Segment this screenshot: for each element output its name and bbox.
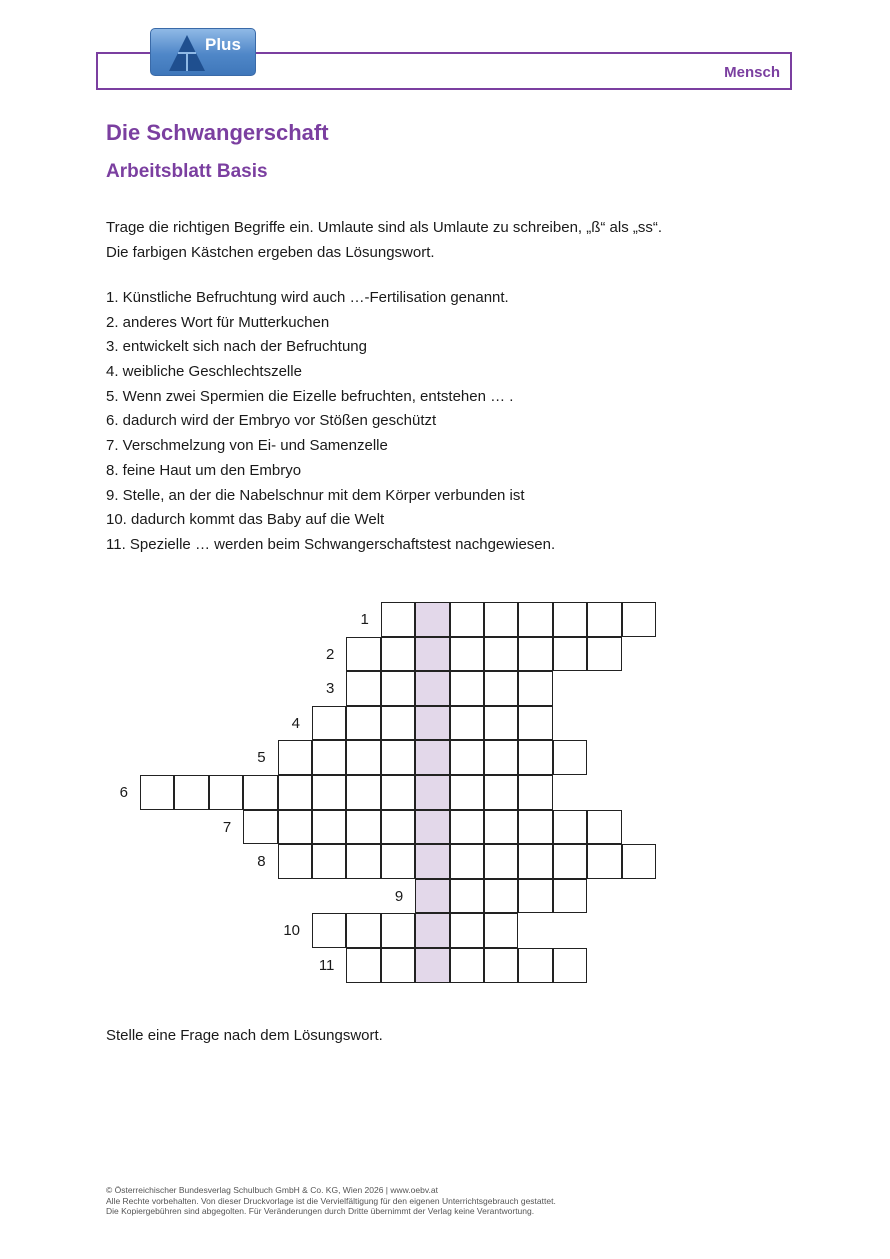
- task-text: Stelle eine Frage nach dem Lösungswort.: [106, 1027, 383, 1044]
- crossword-cell[interactable]: [381, 948, 415, 983]
- crossword-cell[interactable]: [450, 948, 484, 983]
- crossword-row-number: 9: [394, 887, 404, 905]
- instruction-line: Trage die richtigen Begriffe ein. Umlaute sind als Umlaute zu schreiben, „ß“ als „ss“.: [106, 219, 663, 236]
- crossword-cell[interactable]: [312, 844, 346, 879]
- crossword-cell[interactable]: [553, 879, 587, 914]
- crossword-cell[interactable]: [518, 948, 552, 983]
- solution-cell[interactable]: [415, 706, 449, 741]
- instruction-line: Die farbigen Kästchen ergeben das Lösungswort.: [106, 244, 435, 261]
- crossword-row-number: 11: [318, 957, 335, 974]
- triangle-logo-icon: [167, 33, 207, 73]
- crossword-cell[interactable]: [484, 948, 518, 983]
- logo-text: Plus: [205, 35, 241, 54]
- crossword-cell[interactable]: [518, 706, 552, 741]
- solution-cell[interactable]: [415, 602, 449, 637]
- crossword-row-number: 6: [119, 784, 128, 801]
- crossword-cell[interactable]: [450, 671, 484, 706]
- crossword-cell[interactable]: [346, 810, 380, 845]
- crossword-cell[interactable]: [381, 740, 415, 775]
- crossword-row-number: 7: [222, 818, 232, 836]
- crossword-cell[interactable]: [450, 637, 484, 672]
- crossword-cell[interactable]: [518, 637, 552, 672]
- crossword-cell[interactable]: [346, 637, 380, 672]
- clue-item: 2. anderes Wort für Mutterkuchen: [106, 313, 330, 331]
- crossword-cell[interactable]: [450, 810, 484, 845]
- crossword-cell[interactable]: [381, 913, 415, 948]
- crossword-cell[interactable]: [450, 706, 484, 741]
- solution-cell[interactable]: [415, 879, 449, 914]
- crossword-cell[interactable]: [312, 810, 346, 845]
- crossword-cell[interactable]: [381, 637, 415, 672]
- crossword-cell[interactable]: [450, 602, 484, 637]
- crossword-cell[interactable]: [518, 671, 552, 706]
- footer-line: © Österreichischer Bundesverlag Schulbuch GmbH & Co. KG, Wien 2026 | www.oebv.at: [106, 1185, 438, 1195]
- crossword-cell[interactable]: [346, 740, 380, 775]
- crossword-row-number: 4: [291, 714, 300, 732]
- crossword-cell[interactable]: [381, 671, 415, 706]
- crossword-row-number: 2: [326, 645, 335, 663]
- crossword-cell[interactable]: [209, 775, 243, 810]
- crossword-cell[interactable]: [484, 671, 518, 706]
- crossword-cell[interactable]: [484, 775, 518, 810]
- crossword-cell[interactable]: [484, 810, 518, 845]
- section-label: Mensch: [724, 64, 780, 81]
- plus-logo: [150, 28, 256, 76]
- crossword-row-number: 10: [283, 922, 300, 940]
- crossword-cell[interactable]: [484, 740, 518, 775]
- clue-item: 9. Stelle, an der die Nabelschnur mit dem Körper verbunden ist: [106, 486, 525, 504]
- page-subtitle: Arbeitsblatt Basis: [106, 161, 268, 182]
- solution-cell[interactable]: [415, 913, 449, 948]
- crossword-cell[interactable]: [450, 775, 484, 810]
- solution-cell[interactable]: [415, 844, 449, 879]
- crossword-cell[interactable]: [450, 740, 484, 775]
- crossword-cell[interactable]: [312, 740, 346, 775]
- crossword-cell[interactable]: [243, 775, 277, 810]
- crossword-cell[interactable]: [346, 706, 380, 741]
- crossword-cell[interactable]: [381, 775, 415, 810]
- crossword-cell[interactable]: [622, 844, 656, 879]
- solution-cell[interactable]: [415, 740, 449, 775]
- crossword-row-number: 5: [257, 749, 266, 767]
- crossword-cell[interactable]: [450, 844, 484, 879]
- crossword-cell[interactable]: [312, 775, 346, 810]
- crossword-cell[interactable]: [312, 913, 346, 948]
- crossword-cell[interactable]: [518, 740, 552, 775]
- crossword-cell[interactable]: [450, 913, 484, 948]
- crossword-cell[interactable]: [484, 844, 518, 879]
- crossword-cell[interactable]: [346, 671, 380, 706]
- crossword-cell[interactable]: [450, 879, 484, 914]
- crossword-cell[interactable]: [346, 948, 380, 983]
- crossword-row-number: 1: [360, 611, 369, 628]
- crossword-cell[interactable]: [518, 879, 552, 914]
- crossword-cell[interactable]: [278, 740, 312, 775]
- crossword-cell[interactable]: [381, 706, 415, 741]
- solution-cell[interactable]: [415, 948, 449, 983]
- clue-item: 3. entwickelt sich nach der Befruchtung: [106, 338, 367, 356]
- crossword-cell[interactable]: [484, 706, 518, 741]
- page-title: Die Schwangerschaft: [106, 120, 329, 145]
- crossword-cell[interactable]: [381, 602, 415, 637]
- crossword-cell[interactable]: [553, 602, 587, 637]
- crossword-cell[interactable]: [518, 602, 552, 637]
- crossword-cell[interactable]: [140, 775, 174, 810]
- crossword-cell[interactable]: [553, 844, 587, 879]
- clue-item: 8. feine Haut um den Embryo: [106, 461, 302, 479]
- crossword-cell[interactable]: [484, 602, 518, 637]
- crossword-cell[interactable]: [381, 844, 415, 879]
- clue-item: 6. dadurch wird der Embryo vor Stößen geschützt: [106, 412, 437, 430]
- clue-item: 7. Verschmelzung von Ei- und Samenzelle: [106, 437, 388, 455]
- crossword-cell[interactable]: [587, 844, 621, 879]
- crossword-cell[interactable]: [484, 879, 518, 914]
- crossword-cell[interactable]: [587, 810, 621, 845]
- crossword-cell[interactable]: [278, 775, 312, 810]
- crossword-cell[interactable]: [278, 810, 312, 845]
- crossword-cell[interactable]: [587, 637, 621, 672]
- clue-item: 1. Künstliche Befruchtung wird auch …-Fertilisation genannt.: [106, 289, 509, 306]
- clue-item: 11. Spezielle … werden beim Schwangerschaftstest nachgewiesen.: [106, 535, 556, 553]
- crossword-cell[interactable]: [243, 810, 277, 845]
- crossword-cell[interactable]: [346, 844, 380, 879]
- solution-cell[interactable]: [415, 775, 449, 810]
- crossword-cell[interactable]: [381, 810, 415, 845]
- crossword-cell[interactable]: [346, 913, 380, 948]
- crossword-cell[interactable]: [553, 637, 587, 672]
- clue-item: 4. weibliche Geschlechtszelle: [106, 363, 302, 381]
- crossword-cell[interactable]: [278, 844, 312, 879]
- clue-list: [106, 286, 555, 558]
- crossword-cell[interactable]: [174, 775, 208, 810]
- crossword-row-number: 8: [257, 853, 266, 871]
- crossword-row-number: 3: [326, 680, 335, 698]
- crossword-cell[interactable]: [622, 602, 656, 637]
- crossword-cell[interactable]: [553, 810, 587, 845]
- crossword-cell[interactable]: [518, 810, 552, 845]
- crossword-cell[interactable]: [484, 913, 518, 948]
- crossword-cell[interactable]: [346, 775, 380, 810]
- clue-item: 5. Wenn zwei Spermien die Eizelle befruchten, entstehen … .: [106, 387, 514, 405]
- crossword-cell[interactable]: [484, 637, 518, 672]
- solution-cell[interactable]: [415, 810, 449, 845]
- footer-line: Die Kopiergebühren sind abgegolten. Für Veränderungen durch Dritte übernimmt der Verlag keine Verantwortung.: [106, 1206, 535, 1216]
- crossword-cell[interactable]: [312, 706, 346, 741]
- crossword-cell[interactable]: [553, 740, 587, 775]
- crossword-cell[interactable]: [518, 775, 552, 810]
- footer-line: Alle Rechte vorbehalten. Von dieser Druckvorlage ist die Vervielfältigung für den eigenen Unterrichtsgebrauch gestattet.: [106, 1195, 556, 1206]
- solution-cell[interactable]: [415, 637, 449, 672]
- crossword-cell[interactable]: [553, 948, 587, 983]
- clue-item: 10. dadurch kommt das Baby auf die Welt: [106, 511, 385, 529]
- crossword-cell[interactable]: [518, 844, 552, 879]
- crossword-cell[interactable]: [587, 602, 621, 637]
- solution-cell[interactable]: [415, 671, 449, 706]
- footer: [106, 1185, 556, 1217]
